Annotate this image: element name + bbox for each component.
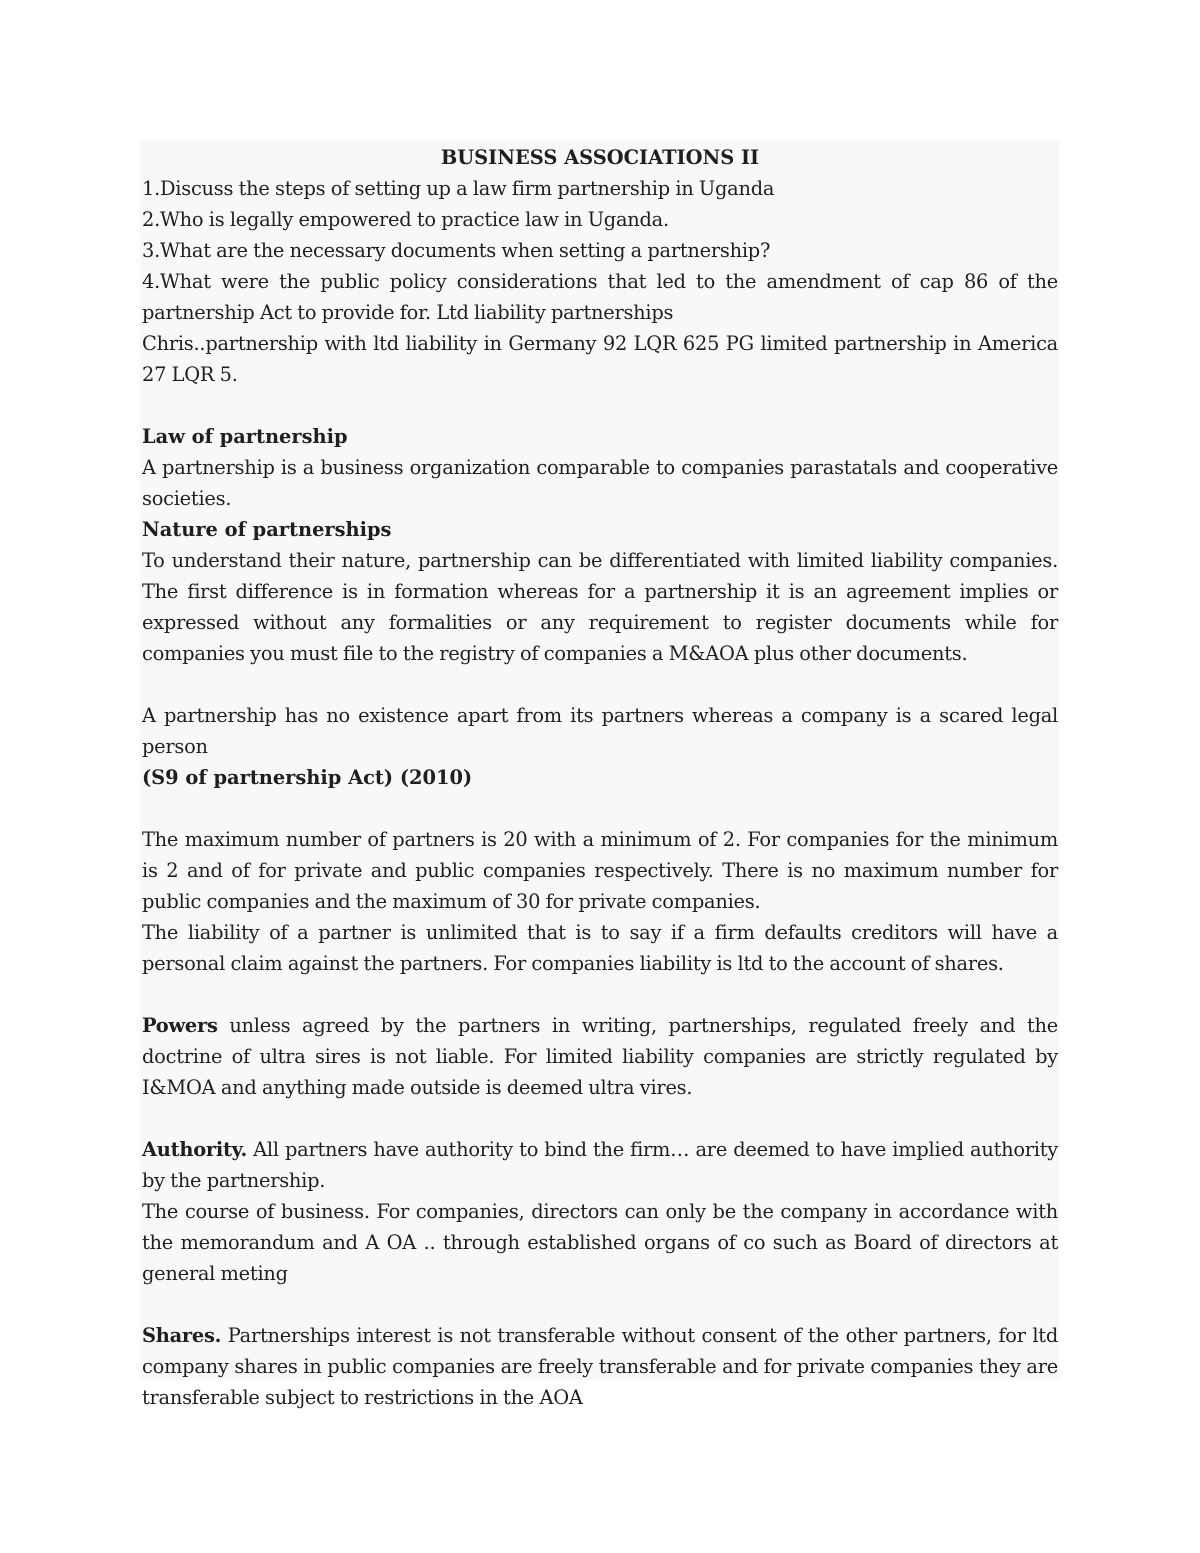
partners-number-paragraph: The maximum number of partners is 20 with a minimum of 2. For companies for the minimum is 2 and of for private and public companies respectively. There is no maximum number for public companies and the maximum of 30 for private companies. [142,828,1058,913]
document-title: BUSINESS ASSOCIATIONS II [440,146,760,169]
powers-text: unless agreed by the partners in writing, partnerships, regulated freely and the doctrine of ultra sires is not liable. For limited liability companies are strictly regulated by I&MOA and anything made outside is deemed ultra vires. [142,1014,1058,1099]
spacer [142,979,1058,1010]
law-of-partnership-heading: Law of partnership [142,425,348,448]
reference-citation: Chris..partnership with ltd liability in Germany 92 LQR 625 PG limited partnership in America 27 LQR 5. [142,332,1058,386]
liability-paragraph: The liability of a partner is unlimited that is to say if a firm defaults creditors will have a personal claim against the partners. For companies liability is ltd to the account of shares. [142,921,1058,975]
shares-text: Partnerships interest is not transferable without consent of the other partners, for ltd company shares in public companies are freely transferable and for private companies they are transferable subject to restrictions in the AOA [142,1324,1058,1409]
nature-of-partnerships-heading: Nature of partnerships [142,518,392,541]
question-4: 4.What were the public policy considerations that led to the amendment of cap 86 of the partnership Act to provide for. Ltd liability partnerships [142,270,1058,324]
spacer [142,793,1058,824]
authority-paragraph [142,1134,1058,1196]
course-of-business-paragraph: The course of business. For companies, directors can only be the company in accordance with the memorandum and A OA .. through established organs of co such as Board of directors at general meting [142,1200,1058,1285]
law-of-partnership-paragraph: A partnership is a business organization comparable to companies parastatals and cooperative societies. [142,456,1058,510]
spacer [142,1289,1058,1320]
spacer [142,669,1058,700]
document-body [142,142,1058,1413]
question-2: 2.Who is legally empowered to practice law in Uganda. [142,208,669,231]
spacer [142,390,1058,421]
shares-paragraph [142,1320,1058,1413]
existence-paragraph: A partnership has no existence apart from its partners whereas a company is a scared legal person [142,704,1058,758]
authority-text: All partners have authority to bind the firm… are deemed to have implied authority by the partnership. [142,1138,1058,1192]
authority-label: Authority. [142,1138,247,1161]
powers-paragraph [142,1010,1058,1103]
question-3: 3.What are the necessary documents when setting a partnership? [142,239,771,262]
powers-label: Powers [142,1014,218,1037]
spacer [142,1103,1058,1134]
existence-citation: (S9 of partnership Act) (2010) [142,766,473,789]
question-1: 1.Discuss the steps of setting up a law firm partnership in Uganda [142,177,775,200]
nature-paragraph: To understand their nature, partnership can be differentiated with limited liability companies. The first difference is in formation whereas for a partnership it is an agreement implies or expressed without any formalities or any requirement to register documents while for companies you must file to the registry of companies a M&AOA plus other documents. [142,549,1058,665]
shares-label: Shares. [142,1324,222,1347]
